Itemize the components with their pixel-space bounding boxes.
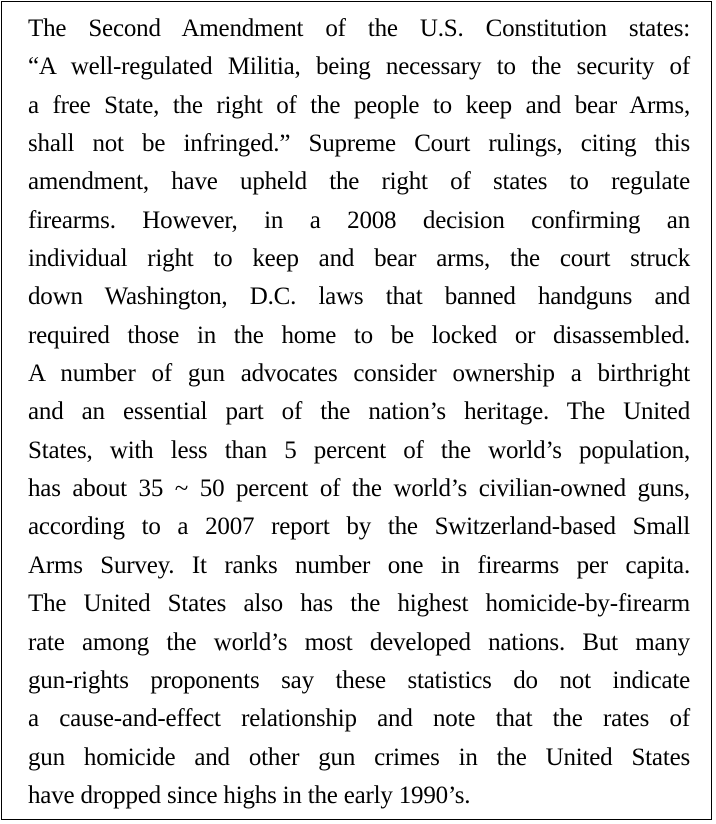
passage-line: The United States also has the highest homicide-by-firearm — [28, 590, 690, 618]
passage-line: down Washington, D.C. laws that banned handguns and — [28, 283, 690, 311]
passage-box — [1, 1, 712, 820]
passage-line: A number of gun advocates consider ownership a birthright — [28, 360, 690, 388]
passage-line: required those in the home to be locked or disassembled. — [28, 321, 690, 349]
passage-line: have dropped since highs in the early 1990’s. — [28, 781, 471, 809]
passage-line: Arms Survey. It ranks number one in firearms per capita. — [28, 551, 690, 579]
passage-line: has about 35 ~ 50 percent of the world’s civilian-owned guns, — [28, 475, 690, 503]
passage-line: according to a 2007 report by the Switzerland-based Small — [28, 513, 690, 541]
passage-line: gun homicide and other gun crimes in the United States — [28, 743, 690, 771]
passage-line: a free State, the right of the people to keep and bear Arms, — [28, 91, 690, 119]
passage-line: shall not be infringed.” Supreme Court rulings, citing this — [28, 130, 690, 158]
passage-line: individual right to keep and bear arms, the court struck — [28, 245, 690, 273]
passage-line: rate among the world’s most developed nations. But many — [28, 628, 690, 656]
passage-line: “A well-regulated Militia, being necessary to the security of — [28, 53, 690, 81]
passage-line: amendment, have upheld the right of states to regulate — [28, 168, 690, 196]
passage-line: firearms. However, in a 2008 decision confirming an — [28, 206, 690, 234]
passage-text — [28, 10, 690, 815]
passage-line: and an essential part of the nation’s heritage. The United — [28, 398, 690, 426]
passage-line: States, with less than 5 percent of the world’s population, — [28, 436, 690, 464]
passage-line: The Second Amendment of the U.S. Constitution states: — [28, 15, 690, 42]
passage-line: a cause-and-effect relationship and note that the rates of — [28, 705, 690, 733]
passage-line: gun-rights proponents say these statistics do not indicate — [28, 666, 690, 694]
